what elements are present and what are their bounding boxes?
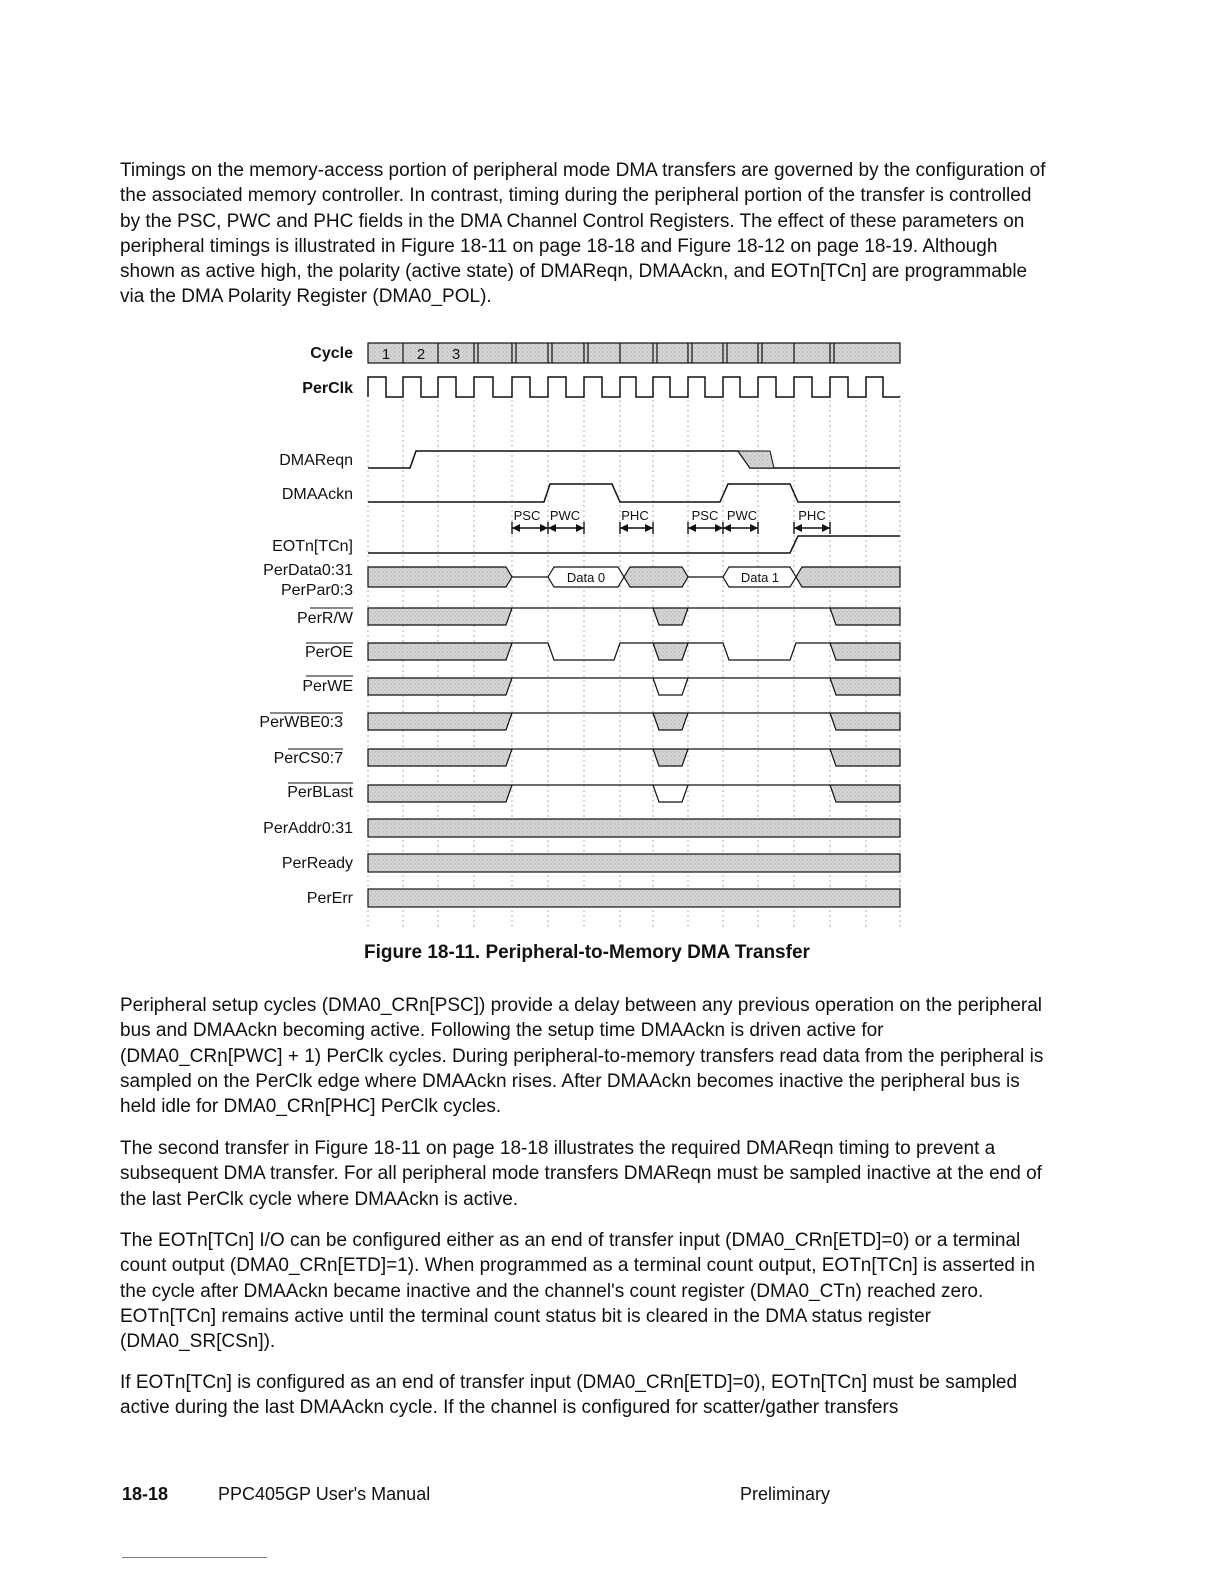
perready-waveform xyxy=(368,854,900,872)
data1-label: Data 1 xyxy=(740,570,780,585)
footer-rule xyxy=(122,1557,267,1558)
perwe-waveform xyxy=(368,678,900,695)
perwbe-waveform xyxy=(368,713,900,730)
percs-waveform xyxy=(368,749,900,766)
perwe-label: PerWE xyxy=(302,678,353,695)
cycle-number-1: 1 xyxy=(381,346,391,363)
eotn-waveform xyxy=(368,536,900,553)
perclk-waveform xyxy=(368,377,900,397)
peraddr-label: PerAddr0:31 xyxy=(263,820,353,837)
phc-label-2: PHC xyxy=(798,508,826,523)
timing-diagram xyxy=(250,335,910,935)
peraddr-waveform xyxy=(368,819,900,837)
percs-label: PerCS0:7 xyxy=(273,750,343,767)
perwbe-label: PerWBE0:3 xyxy=(259,714,343,731)
eotn-label: EOTn[TCn] xyxy=(272,538,353,555)
perpar-label: PerPar0:3 xyxy=(280,582,353,599)
cycle-gridlines xyxy=(368,395,900,930)
figure-caption: Figure 18-11. Peripheral-to-Memory DMA Transfer xyxy=(364,942,810,963)
pwc-label-1: PWC xyxy=(549,508,581,523)
dmareqn-waveform xyxy=(368,451,774,468)
perrw-label: PerR/W xyxy=(297,610,353,627)
setup-cycles-paragraph: Peripheral setup cycles (DMA0_CRn[PSC]) provide a delay between any previous operation on the peripheral bus and DMAAckn becoming active. Following the setup time DMAAckn is driven active for (DMA0_CRn[PWC] + 1) PerClk cycles. During peripheral-to-memory transfers read data from the peripheral is sampled on the PerClk edge where DMAAckn rises. After DMAAckn becomes inactive the peripheral bus is held idle for DMA0_CRn[PHC] PerClk cycles. xyxy=(120,995,1044,1118)
psc-label-1: PSC xyxy=(513,508,541,523)
pwc-label-2: PWC xyxy=(726,508,758,523)
peroe-label: PerOE xyxy=(304,644,353,661)
perblast-label: PerBLast xyxy=(287,784,353,801)
data0-label: Data 0 xyxy=(566,570,606,585)
eotn-input-paragraph: If EOTn[TCn] is configured as an end of transfer input (DMA0_CRn[ETD]=0), EOTn[TCn] must be sampled active during the last DMAAckn cycle. If the channel is configured for scatter/gather transfers xyxy=(120,1372,1018,1419)
cycle-row xyxy=(368,343,900,363)
cycle-label: Cycle xyxy=(310,345,353,362)
perready-label: PerReady xyxy=(281,855,353,872)
eotn-io-paragraph: The EOTn[TCn] I/O can be configured either as an end of transfer input (DMA0_CRn[ETD]=0) or a terminal count output (DMA0_CRn[ETD]=1). When programmed as a terminal count output, EOTn[TCn] is asserted in the cycle after DMAAckn became inactive and the channel's count register (DMA0_CTn) reached zero. EOTn[TCn] remains active until the terminal count status bit is cleared in the DMA status register (DMA0_SR[CSn]). xyxy=(120,1230,1036,1353)
second-transfer-paragraph: The second transfer in Figure 18-11 on page 18-18 illustrates the required DMAReqn timing to prevent a subsequent DMA transfer. For all peripheral mode transfers DMAReqn must be sampled inactive at the end of the last PerClk cycle where DMAAckn is active. xyxy=(120,1138,1042,1210)
manual-title: PPC405GP User's Manual xyxy=(218,1484,431,1504)
document-status: Preliminary xyxy=(740,1484,831,1504)
intro-paragraph: Timings on the memory-access portion of peripheral mode DMA transfers are governed by the configuration of the associated memory controller. In contrast, timing during the peripheral portion of the transfer is controlled by the PSC, PWC and PHC fields in the DMA Channel Control Registers. The effect of these parameters on peripheral timings is illustrated in Figure 18-11 on page 18-18 and Figure 18-12 on page 18-19. Although shown as active high, the polarity (active state) of DMAReqn, DMAAckn, and EOTn[TCn] are programmable via the DMA Polarity Register (DMA0_POL). xyxy=(120,160,1046,308)
dmareqn-label: DMAReqn xyxy=(279,452,353,469)
page-number: 18-18 xyxy=(122,1484,169,1504)
dmaackn-label: DMAAckn xyxy=(281,486,353,503)
psc-label-2: PSC xyxy=(691,508,719,523)
pererr-label: PerErr xyxy=(306,890,353,907)
perclk-label: PerClk xyxy=(302,380,353,397)
perdata-label: PerData0:31 xyxy=(263,562,353,579)
pererr-waveform xyxy=(368,889,900,907)
peroe-waveform xyxy=(368,643,900,660)
cycle-number-3: 3 xyxy=(451,346,461,363)
cycle-number-2: 2 xyxy=(416,346,426,363)
dmaackn-waveform xyxy=(368,484,900,502)
phc-label-1: PHC xyxy=(621,508,649,523)
perrw-waveform xyxy=(368,608,900,625)
perblast-waveform xyxy=(368,785,900,802)
perdata-bus xyxy=(368,567,900,587)
